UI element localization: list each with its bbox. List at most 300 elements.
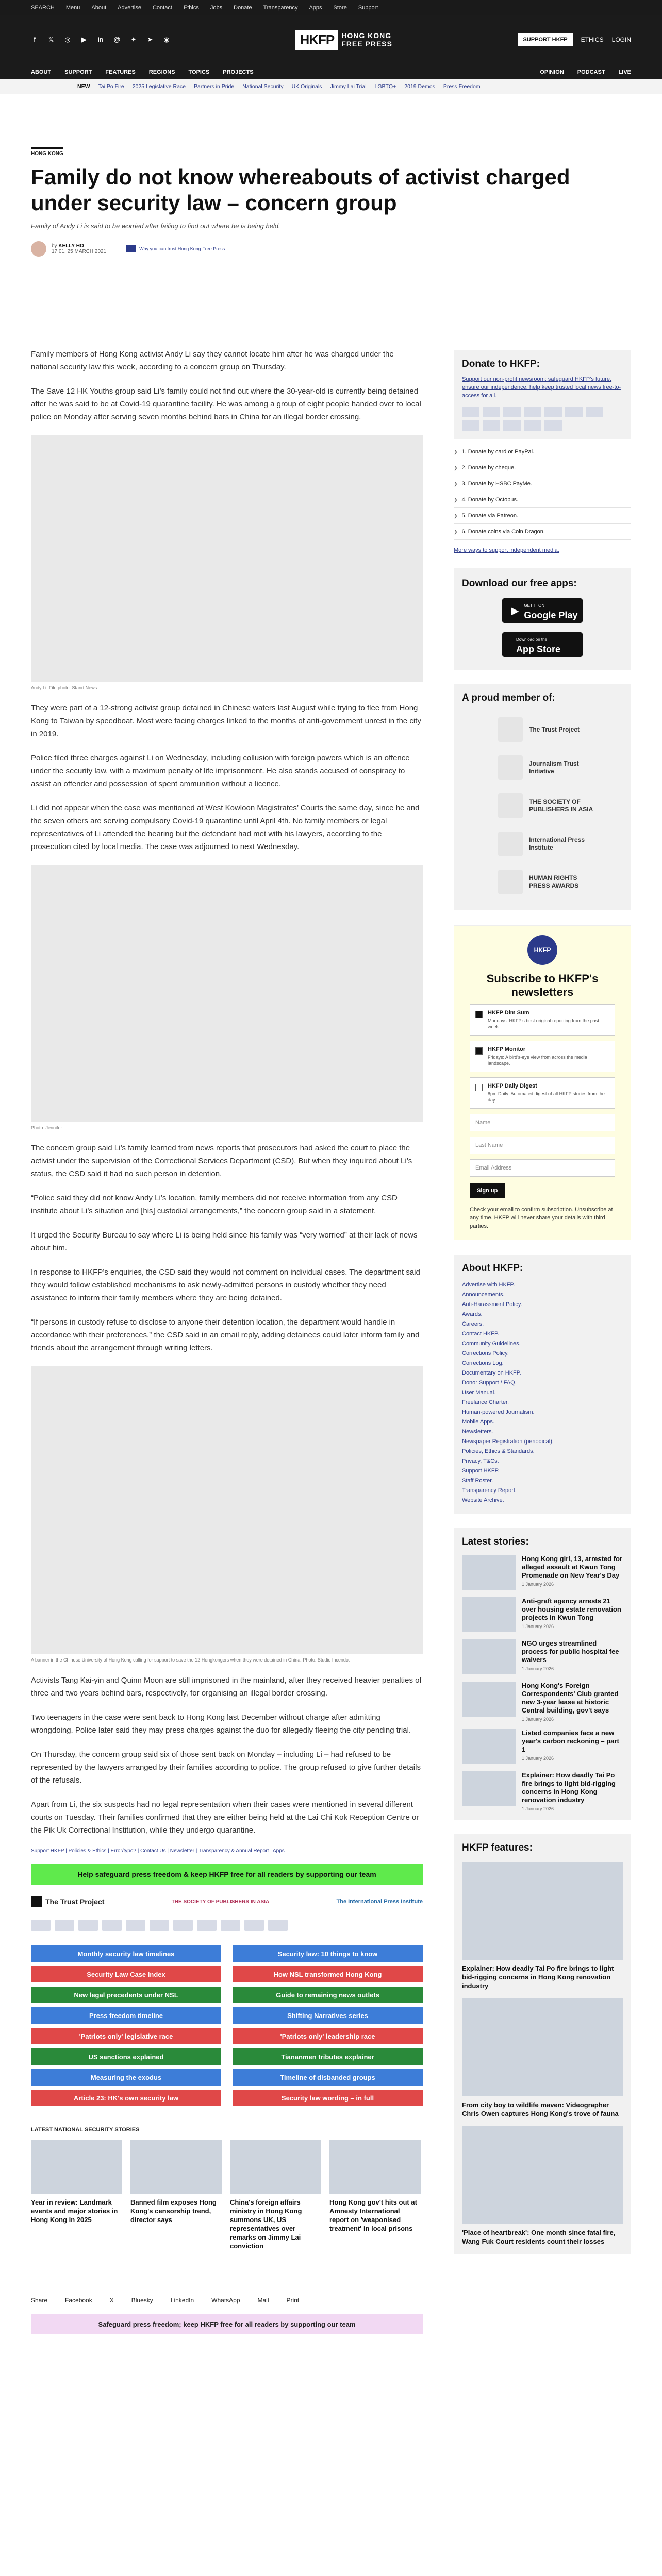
story-title: China's foreign affairs ministry in Hong Kong summons UK, US representatives over remarks on Jimmy Lai conviction — [230, 2198, 302, 2250]
share-linkedin[interactable]: LinkedIn — [170, 2297, 194, 2304]
name-field[interactable]: Name — [470, 1114, 615, 1131]
logo-text — [341, 31, 392, 48]
payment-icons — [31, 1920, 423, 1931]
member-box — [454, 684, 631, 910]
partner-trust-project[interactable] — [31, 1896, 104, 1907]
paragraph: Two teenagers in the case were sent back to Hong Kong last December without charge after admitting wrongdoing. Police later said they may press charges against the duo for allegedly fleeing the city pending trial. — [31, 1713, 411, 1735]
about-link[interactable]: Advertise with HKFP. — [462, 1282, 515, 1288]
partner-name: The International Press Institute — [336, 1899, 423, 1905]
share-print[interactable]: Print — [286, 2297, 300, 2304]
about-link[interactable]: Careers. — [462, 1321, 484, 1327]
about-link[interactable]: Donor Support / FAQ. — [462, 1380, 517, 1386]
newsletter-signup — [454, 925, 631, 1240]
donate-heading: Donate to HKFP: — [462, 359, 540, 369]
rss-icon[interactable]: ◉ — [163, 36, 170, 43]
topbar-ethics[interactable]: Ethics — [183, 5, 199, 11]
security-law-guide-button[interactable]: Article 23: HK's own security law — [31, 2090, 221, 2106]
share-whatsapp[interactable]: WhatsApp — [211, 2297, 240, 2304]
nav-about[interactable]: ABOUT — [31, 69, 52, 75]
publish-date: 17:01, 25 MARCH 2021 — [52, 249, 107, 255]
article-body — [31, 348, 423, 2334]
app-store-label: App Store — [516, 644, 561, 654]
login-link[interactable]: LOGIN — [611, 36, 631, 43]
app-store-text — [516, 635, 560, 654]
brand-actions — [518, 33, 631, 46]
donate-option[interactable] — [454, 460, 631, 476]
visa-icon[interactable] — [55, 1920, 74, 1931]
feature-card[interactable] — [462, 1862, 623, 1990]
security-law-guide-button[interactable]: 'Patriots only' leadership race — [233, 2028, 423, 2044]
story-thumbnail — [462, 1771, 516, 1806]
hkfp-logo-icon: HKFP — [527, 935, 557, 965]
logo-line2: FREE PRESS — [341, 40, 392, 48]
nav-live[interactable]: LIVE — [618, 69, 631, 75]
donate-options — [454, 444, 631, 540]
google-play-small: GET IT ON — [524, 603, 545, 608]
about-links — [462, 1280, 623, 1505]
topbar-jobs[interactable]: Jobs — [210, 5, 223, 11]
about-heading: About HKFP: — [462, 1263, 523, 1274]
fps-icon[interactable] — [586, 407, 603, 417]
feature-title: From city boy to wildlife maven: Videographer Chris Owen captures Hong Kong's trove of fauna — [462, 2101, 619, 2117]
newsletter-option[interactable] — [470, 1004, 615, 1036]
partner-name: THE SOCIETY OF PUBLISHERS IN ASIA — [171, 1899, 270, 1905]
security-law-guide-button[interactable]: Security law wording – in full — [233, 2090, 423, 2106]
sopa-logo — [498, 793, 523, 818]
support-links[interactable]: Support HKFP | Policies & Ethics | Error/typo? | Contact Us | Newsletter | Transparency & Annual Report | Apps — [31, 1848, 285, 1854]
paragraph: The concern group said Li’s family learned from news reports that prosecutors had asked the court to place the activist under the supervision of the Correctional Services Department (CSD). But when they inquired about Li’s status, the CSD said it had no such person in detention. — [31, 1144, 412, 1178]
newsletter-desc: 8pm Daily: Automated digest of all HKFP stories from the day. — [488, 1091, 605, 1103]
features-box — [454, 1834, 631, 2254]
latest-security-stories — [31, 2140, 423, 2250]
newsletter-text — [488, 1046, 609, 1066]
story-thumbnail — [230, 2140, 321, 2194]
nav-opinion[interactable]: OPINION — [540, 69, 564, 75]
feature-card[interactable] — [462, 1998, 623, 2118]
google-play-text — [524, 601, 577, 620]
topbar-search[interactable]: SEARCH — [31, 5, 55, 11]
newsletter-text — [488, 1083, 609, 1103]
trust-project-logo — [498, 717, 523, 742]
story-title: Hong Kong's Foreign Correspondents' Club granted new 3-year lease at historic Central building, gov't says — [522, 1682, 619, 1714]
fps-icon[interactable] — [173, 1920, 193, 1931]
about-link[interactable]: Community Guidelines. — [462, 1341, 521, 1347]
about-link[interactable]: Corrections Policy. — [462, 1350, 509, 1357]
trending-link[interactable]: Press Freedom — [443, 83, 481, 90]
bluesky-icon[interactable]: ✦ — [130, 36, 137, 43]
member-item[interactable] — [462, 717, 623, 742]
hrpa-logo — [498, 870, 523, 894]
author-name[interactable]: KELLY HO — [58, 243, 84, 249]
security-law-guide-button[interactable]: Monthly security law timelines — [31, 1945, 221, 1962]
patreon-icon[interactable] — [462, 420, 479, 431]
about-link[interactable]: Contact HKFP. — [462, 1331, 499, 1337]
story-text — [522, 1639, 623, 1674]
story-title: Anti-graft agency arrests 21 over housing estate renovation projects in Kwun Tong — [522, 1597, 621, 1621]
more-ways-link[interactable]: More ways to support independent media. — [454, 547, 559, 553]
byline-text — [52, 243, 106, 255]
image-caption: Photo: Jennifer. — [31, 1125, 63, 1130]
article-image-andy-li — [31, 435, 423, 682]
member-name: HUMAN RIGHTS PRESS AWARDS — [529, 874, 579, 889]
security-law-guide-button[interactable]: 'Patriots only' legislative race — [31, 2028, 221, 2044]
partner-sopa[interactable] — [172, 1899, 269, 1905]
latest-stories-list — [462, 1555, 623, 1811]
nav-projects[interactable]: PROJECTS — [223, 69, 254, 75]
story-date: 1 January 2026 — [522, 1624, 554, 1629]
linkedin-icon[interactable]: in — [97, 36, 104, 43]
sidebar-payment-icons — [462, 407, 623, 431]
story-thumbnail — [462, 1639, 516, 1674]
instagram-icon[interactable]: ◎ — [64, 36, 71, 43]
support-banner[interactable]: Help safeguard press freedom & keep HKFP free for all readers by supporting our team — [31, 1864, 423, 1885]
trending-link[interactable]: Partners in Pride — [194, 83, 235, 90]
about-box — [454, 1255, 631, 1514]
checkbox-icon[interactable] — [475, 1084, 483, 1091]
nav-features[interactable]: FEATURES — [105, 69, 136, 75]
google-play-button[interactable] — [502, 598, 583, 623]
about-link[interactable]: Anti-Harassment Policy. — [462, 1301, 522, 1308]
latest-story[interactable] — [462, 1597, 623, 1632]
mastercard-icon[interactable] — [31, 1920, 51, 1931]
security-law-guide-button[interactable]: Guide to remaining news outlets — [233, 1987, 423, 2003]
share-x[interactable]: X — [109, 2297, 114, 2304]
share-facebook[interactable]: Facebook — [65, 2297, 92, 2304]
donate-box — [454, 350, 631, 439]
coin-icon[interactable] — [503, 420, 521, 431]
chevron-right-icon: ❯ — [454, 513, 458, 518]
story-text — [522, 1555, 623, 1590]
trust-project-icon — [31, 1896, 42, 1907]
about-link[interactable]: Privacy, T&Cs. — [462, 1458, 499, 1464]
author-avatar — [31, 241, 46, 257]
top-utility-bar — [0, 0, 662, 15]
logo-line1: HONG KONG — [341, 31, 392, 40]
main-nav — [0, 64, 662, 79]
by-label: by — [52, 243, 57, 249]
trending-bar — [0, 79, 662, 94]
about-link[interactable]: Website Archive. — [462, 1497, 504, 1503]
paragraph: Activists Tang Kai-yin and Quinn Moon are still imprisoned in the mainland, after they received heavier penalties of three and two years behind bars, respectively, for organising an illegal border crossing. — [31, 1676, 422, 1698]
donate-option[interactable] — [454, 492, 631, 508]
bank-icon[interactable] — [483, 420, 500, 431]
member-item[interactable] — [462, 793, 623, 818]
payme-icon[interactable] — [544, 407, 562, 417]
latest-security-heading: LATEST NATIONAL SECURITY STORIES — [31, 2127, 140, 2133]
newsletter-option[interactable] — [470, 1041, 615, 1072]
last-name-field[interactable]: Last Name — [470, 1137, 615, 1154]
telegram-icon[interactable]: ➤ — [147, 36, 153, 43]
latest-story[interactable] — [462, 1729, 623, 1764]
trending-link[interactable]: National Security — [242, 83, 284, 90]
bottom-support-banner[interactable]: Safeguard press freedom; keep HKFP free for all readers by supporting our team — [31, 2314, 423, 2334]
support-hkfp-button[interactable]: SUPPORT HKFP — [518, 33, 572, 46]
feature-title: 'Place of heartbreak': One month since fatal fire, Wang Fuk Court residents count their losses — [462, 2229, 616, 2245]
security-law-guide-button[interactable]: New legal precedents under NSL — [31, 1987, 221, 2003]
feature-image — [462, 2126, 623, 2224]
facebook-icon[interactable]: f — [34, 36, 36, 43]
security-law-guide-button[interactable]: US sanctions explained — [31, 2048, 221, 2065]
features-list — [462, 1862, 623, 2246]
newsletter-title: HKFP Dim Sum — [488, 1010, 529, 1016]
about-link[interactable]: Transparency Report. — [462, 1487, 517, 1494]
about-link[interactable]: Newsletters. — [462, 1429, 493, 1435]
coin-icon[interactable] — [244, 1920, 264, 1931]
security-law-guide-button[interactable]: Press freedom timeline — [31, 2007, 221, 2024]
security-law-guide-button[interactable]: Tiananmen tributes explainer — [233, 2048, 423, 2065]
google-play-label: Google Play — [524, 610, 578, 620]
trending-link[interactable]: Jimmy Lai Trial — [330, 83, 367, 90]
about-link[interactable]: Freelance Charter. — [462, 1399, 509, 1405]
about-link[interactable]: Policies, Ethics & Standards. — [462, 1448, 535, 1454]
donate-option[interactable] — [454, 524, 631, 540]
donate-text — [462, 375, 623, 400]
share-mail[interactable]: Mail — [257, 2297, 269, 2304]
donate-option-label: 6. Donate coins via Coin Dragon. — [461, 529, 545, 535]
chevron-right-icon: ❯ — [454, 481, 458, 486]
story-title: Explainer: How deadly Tai Po fire brings to light bid-rigging concerns in Hong Kong renovation industry — [522, 1771, 616, 1804]
security-law-guide-button[interactable]: How NSL transformed Hong Kong — [233, 1966, 423, 1982]
security-law-buttons — [31, 1945, 423, 2106]
cheque-icon[interactable] — [268, 1920, 288, 1931]
google-play-icon: ▶ — [511, 605, 519, 617]
chevron-right-icon: ❯ — [454, 529, 458, 534]
ethics-link[interactable]: ETHICS — [581, 36, 604, 43]
apps-heading: Download our free apps: — [462, 578, 577, 589]
image-caption: A banner in the Chinese University of Hong Kong calling for support to save the 12 Hongkongers when they were detained in China. Photo: Studio Incendo. — [31, 1657, 350, 1663]
paragraph: “If persons in custody refuse to disclose to anyone their detention location, the department would handle in accordance with their preferences,” the CSD said in an email reply, adding detainees could later inform family and friends about the arrangement through writing letters. — [31, 1318, 420, 1352]
member-item[interactable] — [462, 870, 623, 894]
bank-icon[interactable] — [221, 1920, 240, 1931]
trust-text: Why you can trust Hong Kong Free Press — [139, 246, 225, 251]
about-link[interactable]: Announcements. — [462, 1292, 505, 1298]
article-image-2 — [31, 865, 423, 1122]
topbar-menu[interactable]: Menu — [65, 5, 80, 11]
security-law-guide-button[interactable]: Security Law Case Index — [31, 1966, 221, 1982]
newsletter-option[interactable] — [470, 1077, 615, 1109]
paragraph: They were part of a 12-strong activist group detained in Chinese waters last August while trying to flee from Hong Kong to Taiwan by speedboat. Most were facing charges linked to the months of anti-government unrest in the city in 2019. — [31, 704, 421, 738]
story-card[interactable] — [329, 2140, 421, 2250]
x-icon[interactable]: 𝕏 — [48, 36, 54, 43]
topbar-store[interactable]: Store — [333, 5, 347, 11]
member-name: THE SOCIETY OF PUBLISHERS IN ASIA — [529, 798, 593, 813]
paragraph: “Police said they did not know Andy Li’s location, family members did not receive information from any CSD institute about Li’s situation and [his] custodial arrangements,” the concern group said in a statement. — [31, 1194, 398, 1215]
page-wrapper — [31, 129, 631, 2328]
topbar-donate[interactable]: Donate — [234, 5, 252, 11]
share-label: Share — [31, 2297, 48, 2304]
donate-text-link[interactable]: Support our non-profit newsroom: safeguard HKFP's future, ensure our independence, help keep trusted local news free-to-access for all. — [462, 376, 621, 399]
paragraph: The Save 12 HK Youths group said Li’s family could not find out where the 30-year-old is currently being detained after he was said to be at Covid-19 quarantine facility. He was among a group of eight people handed over to local police on Monday after serving seven months behind bars in China for an illegal border crossing. — [31, 387, 421, 421]
donate-option-label: 5. Donate via Patreon. — [461, 513, 519, 519]
patreon-icon[interactable] — [197, 1920, 217, 1931]
newsletter-title: HKFP Daily Digest — [488, 1083, 537, 1089]
security-law-guide-button[interactable]: Security law: 10 things to know — [233, 1945, 423, 1962]
feature-title: Explainer: How deadly Tai Po fire brings to light bid-rigging concerns in Hong Kong renovation industry — [462, 1964, 614, 1990]
latest-story[interactable] — [462, 1639, 623, 1674]
latest-story[interactable] — [462, 1771, 623, 1811]
trending-link[interactable]: LGBTQ+ — [374, 83, 396, 90]
trust-badge[interactable] — [126, 245, 225, 252]
chevron-right-icon: ❯ — [454, 449, 458, 454]
feature-card[interactable] — [462, 2126, 623, 2246]
story-thumbnail — [462, 1555, 516, 1590]
paragraph: It urged the Security Bureau to say where Li is being held since his family was “very worried” at their lack of news about him. — [31, 1231, 418, 1252]
story-date: 1 January 2026 — [522, 1582, 554, 1587]
nav-podcast[interactable]: PODCAST — [577, 69, 605, 75]
member-name: Journalism Trust Initiative — [529, 760, 579, 775]
member-item[interactable] — [462, 755, 623, 780]
member-name: International Press Institute — [529, 836, 585, 851]
partner-name: The Trust Project — [45, 1897, 105, 1906]
story-text — [522, 1729, 623, 1764]
about-link[interactable]: Human-powered Journalism. — [462, 1409, 535, 1415]
feature-image — [462, 1998, 623, 2096]
app-store-button[interactable] — [502, 632, 583, 657]
story-thumbnail — [130, 2140, 222, 2194]
amex-icon[interactable] — [503, 407, 521, 417]
about-link[interactable]: Newspaper Registration (periodical). — [462, 1438, 554, 1445]
chevron-right-icon: ❯ — [454, 465, 458, 470]
topbar-about[interactable]: About — [91, 5, 107, 11]
sidebar — [454, 350, 631, 2254]
amex-icon[interactable] — [78, 1920, 98, 1931]
logo-box: HKFP — [295, 30, 338, 50]
about-link[interactable]: Support HKFP. — [462, 1468, 500, 1474]
story-card[interactable] — [130, 2140, 222, 2250]
newsletter-desc: Fridays: A bird's-eye view from across the media landscape. — [488, 1055, 587, 1066]
topbar-support[interactable]: Support — [358, 5, 378, 11]
donate-option-label: 1. Donate by card or PayPal. — [461, 449, 535, 455]
share-bluesky[interactable]: Bluesky — [131, 2297, 153, 2304]
donate-option-label: 4. Donate by Octopus. — [461, 497, 518, 503]
topbar-contact[interactable]: Contact — [152, 5, 172, 11]
app-store-small: Download on the — [516, 637, 548, 642]
about-link[interactable]: User Manual. — [462, 1389, 496, 1396]
about-link[interactable]: Mobile Apps. — [462, 1419, 494, 1425]
story-date: 1 January 2026 — [522, 1666, 554, 1671]
cheque-icon[interactable] — [524, 420, 541, 431]
nav-support[interactable]: SUPPORT — [64, 69, 92, 75]
trending-link[interactable]: 2019 Demos — [404, 83, 435, 90]
donate-option[interactable] — [454, 476, 631, 492]
paragraph: Family members of Hong Kong activist Andy Li say they cannot locate him after he was charged under the national security law this week, according to a concern group on Thursday. — [31, 350, 394, 371]
checkbox-checked-icon[interactable] — [475, 1011, 483, 1018]
story-title: NGO urges streamlined process for public hospital fee waivers — [522, 1639, 619, 1664]
octopus-icon[interactable] — [565, 407, 583, 417]
article-title: Family do not know whereabouts of activist charged under security law – concern group — [31, 165, 570, 215]
story-thumbnail — [31, 2140, 122, 2194]
latest-stories-heading: Latest stories: — [462, 1536, 529, 1547]
story-thumbnail — [462, 1729, 516, 1764]
partner-logos — [31, 1896, 423, 1907]
ipi-logo — [498, 832, 523, 856]
story-thumbnail — [462, 1597, 516, 1632]
story-thumbnail — [329, 2140, 421, 2194]
about-link[interactable]: Corrections Log. — [462, 1360, 504, 1366]
nav-regions[interactable]: REGIONS — [148, 69, 175, 75]
topbar-transparency[interactable]: Transparency — [263, 5, 298, 11]
story-thumbnail — [462, 1682, 516, 1717]
donate-option[interactable] — [454, 508, 631, 524]
apps-box — [454, 568, 631, 670]
payme-icon[interactable] — [126, 1920, 145, 1931]
paragraph: Apart from Li, the six suspects had no legal representation when their cases were mentioned in several different courts on Tuesday. Their families confirmed that they are either being held at the Lai Chi Kok Reception Centre or the Pik Uk Correctional Institution, while they undergo quarantine. — [31, 1800, 419, 1835]
feature-image — [462, 1862, 623, 1960]
story-date: 1 January 2026 — [522, 1756, 554, 1761]
byline — [31, 241, 631, 257]
brand-bar — [0, 15, 662, 64]
threads-icon[interactable]: @ — [113, 36, 121, 43]
member-heading: A proud member of: — [462, 692, 555, 703]
paragraph: In response to HKFP’s enquiries, the CSD said they would not comment on individual cases. The department said they would follow established mechanisms to ask newly-admitted persons in custody whether they need assistance to inform their family members where they are being detained. — [31, 1268, 420, 1302]
donate-option-label: 2. Donate by cheque. — [461, 465, 516, 471]
story-card[interactable] — [230, 2140, 321, 2250]
new-label: NEW — [77, 83, 90, 90]
story-text — [522, 1682, 623, 1722]
newsletter-title: HKFP Monitor — [488, 1046, 526, 1053]
story-title: Hong Kong girl, 13, arrested for alleged assault at Kwun Tong Promenade on New Year's Day — [522, 1555, 623, 1579]
paragraph: On Thursday, the concern group said six of those sent back on Monday – including Li – had refused to be represented by the lawyers arranged by their families according to police. The group refused to give further details of the refusals. — [31, 1750, 421, 1785]
security-law-guide-button[interactable]: Shifting Narratives series — [233, 2007, 423, 2024]
latest-story[interactable] — [462, 1555, 623, 1590]
story-title: Listed companies face a new year's carbon reckoning – part 1 — [522, 1729, 619, 1753]
youtube-icon[interactable]: ▶ — [81, 36, 87, 43]
paypal-icon[interactable] — [102, 1920, 122, 1931]
checkbox-checked-icon[interactable] — [475, 1047, 483, 1055]
paypal-icon[interactable] — [524, 407, 541, 417]
nav-topics[interactable]: TOPICS — [188, 69, 210, 75]
partner-ipi[interactable] — [337, 1899, 423, 1905]
trending-link[interactable]: UK Originals — [291, 83, 322, 90]
image-caption: Andy Li. File photo: Stand News. — [31, 685, 98, 690]
topbar-advertise[interactable]: Advertise — [118, 5, 141, 11]
octopus-icon[interactable] — [150, 1920, 169, 1931]
member-item[interactable] — [462, 832, 623, 856]
latest-stories-box — [454, 1528, 631, 1820]
category-label[interactable]: HONG KONG — [31, 147, 63, 157]
visa-icon[interactable] — [483, 407, 500, 417]
subscribe-note: Check your email to confirm subscription. Unsubscribe at any time. HKFP will never share your details with third parties. — [470, 1207, 613, 1229]
donate-option-label: 3. Donate by HSBC PayMe. — [461, 481, 532, 487]
topbar-apps[interactable]: Apps — [309, 5, 322, 11]
site-logo[interactable] — [295, 30, 392, 50]
mastercard-icon[interactable] — [462, 407, 479, 417]
story-title: Year in review: Landmark events and major stories in Hong Kong in 2025 — [31, 2198, 118, 2224]
security-law-guide-button[interactable]: Measuring the exodus — [31, 2069, 221, 2086]
trending-link[interactable]: 2025 Legislative Race — [132, 83, 186, 90]
features-heading: HKFP features: — [462, 1842, 533, 1853]
about-link[interactable]: Documentary on HKFP. — [462, 1370, 521, 1376]
signup-button[interactable]: Sign up — [470, 1183, 505, 1198]
donate-option[interactable] — [454, 444, 631, 460]
story-text — [522, 1771, 623, 1811]
latest-story[interactable] — [462, 1682, 623, 1722]
story-date: 1 January 2026 — [522, 1717, 554, 1722]
trending-link[interactable]: Tai Po Fire — [98, 83, 124, 90]
about-link[interactable]: Awards. — [462, 1311, 483, 1317]
email-field[interactable]: Email Address — [470, 1159, 615, 1177]
crypto-icon[interactable] — [544, 420, 562, 431]
member-name: The Trust Project — [529, 725, 580, 733]
newsletter-heading: Subscribe to HKFP's newsletters — [486, 972, 599, 998]
share-bar — [31, 2297, 423, 2304]
about-link[interactable]: Staff Roster. — [462, 1478, 493, 1484]
story-title: Hong Kong gov't hits out at Amnesty International report on 'weaponised treatment' in local prisons — [329, 2198, 417, 2232]
security-law-guide-button[interactable]: Timeline of disbanded groups — [233, 2069, 423, 2086]
story-card[interactable] — [31, 2140, 122, 2250]
article-subhead: Family of Andy Li is said to be worried after failing to find out where he is being held. — [31, 222, 280, 230]
article-image-banner — [31, 1366, 423, 1654]
